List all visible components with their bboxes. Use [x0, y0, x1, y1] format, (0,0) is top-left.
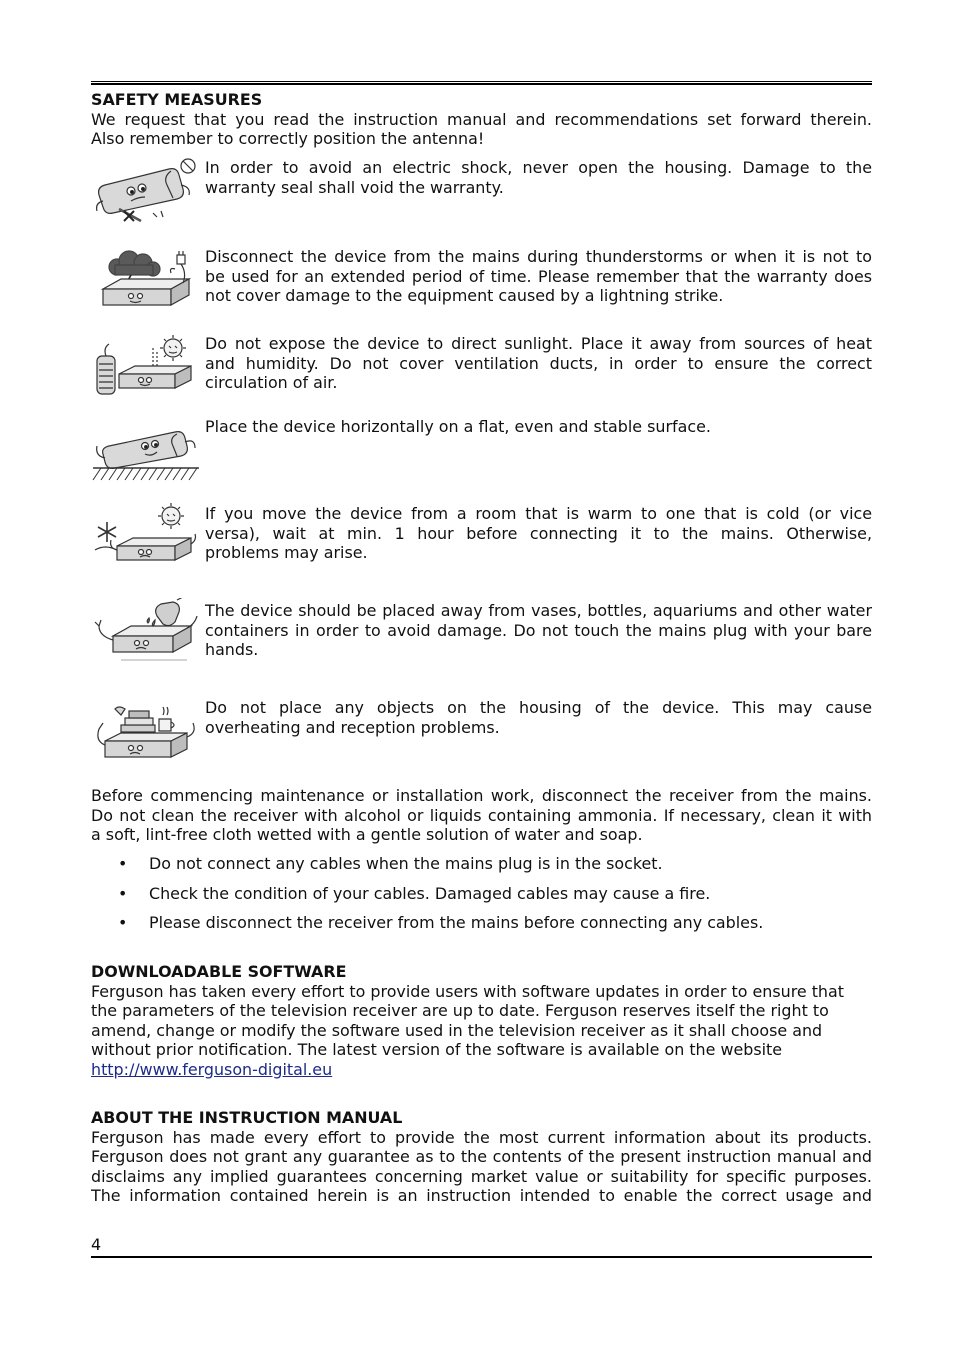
bullet-icon: •	[118, 884, 128, 903]
item-text-line: Disconnect the device from the mains during thunderstorms or when it is not to	[205, 247, 872, 266]
paragraph-line: the parameters of the television receiver are up to date. Ferguson reserves itself the right to	[91, 1001, 829, 1020]
safety-item-text	[205, 158, 872, 197]
item-text-line: If you move the device from a room that is warm to one that is cold (or vice	[205, 504, 872, 523]
item-text-line: problems may arise.	[205, 543, 368, 562]
paragraph-line: Ferguson has made every effort to provide the most current information about its products.	[91, 1127, 872, 1147]
paragraph-line: Ferguson has taken every effort to provide users with software updates in order to ensure that	[91, 981, 844, 1001]
bullet-text: Please disconnect the receiver from the mains before connecting any cables.	[149, 913, 764, 932]
bullet-item	[91, 913, 872, 933]
paragraph-line: Do not clean the receiver with alcohol or liquids containing ammonia. If necessary, clean it with	[91, 805, 872, 825]
item-text-line: Do not place any objects on the housing of the device. This may cause	[205, 698, 872, 717]
item-text-line: warranty seal shall void the warranty.	[205, 177, 504, 197]
item-text-line: and humidity. Do not cover ventilation ducts, in order to ensure the correct	[205, 353, 872, 373]
sunlight-heat-icon	[91, 334, 201, 402]
paragraph-line: without prior notification. The latest version of the software is available on the website	[91, 1040, 783, 1059]
item-text-line: be used for an extended period of time. Please remember that the warranty does	[205, 266, 872, 286]
safety-item-text	[205, 334, 872, 393]
bullet-item	[91, 884, 872, 904]
item-text-line: The device should be placed away from vases, bottles, aquariums and other water	[205, 601, 872, 620]
safety-item-text	[205, 698, 872, 737]
section-heading: DOWNLOADABLE SOFTWARE	[91, 962, 347, 981]
header-rule-thick	[91, 83, 872, 85]
objects-on-housing-icon	[91, 697, 201, 765]
water-containers-icon	[91, 598, 201, 666]
bullet-text: Check the condition of your cables. Damaged cables may cause a fire.	[149, 884, 711, 903]
safety-item-text	[205, 247, 872, 306]
intro-line: Also remember to correctly position the antenna!	[91, 129, 485, 148]
header-rule-thin	[91, 81, 872, 82]
paragraph-line: Before commencing maintenance or installation work, disconnect the receiver from the mains.	[91, 786, 872, 805]
thunderstorm-unplug-icon	[91, 247, 201, 315]
safety-item-text	[205, 417, 872, 437]
bullet-icon: •	[118, 913, 128, 932]
item-text-line: versa), wait at min. 1 hour before connecting it to the mains. Otherwise,	[205, 523, 872, 543]
paragraph-line: Ferguson does not grant any guarantee as to the contents of the present instruction manual and	[91, 1147, 872, 1166]
item-text-line: Place the device horizontally on a flat, even and stable surface.	[205, 417, 711, 436]
flat-surface-icon	[91, 416, 201, 484]
item-text-line: not cover damage to the equipment caused by a lightning strike.	[205, 286, 724, 305]
manual-section	[91, 1108, 872, 1206]
temperature-change-icon	[91, 500, 201, 568]
safety-item-text	[205, 601, 872, 660]
item-text-line: containers in order to avoid damage. Do not touch the mains plug with your bare	[205, 620, 872, 640]
intro-line: We request that you read the instruction manual and recommendations set forward therein.	[91, 109, 872, 129]
website-link[interactable]: http://www.ferguson-digital.eu	[91, 1059, 333, 1079]
section-heading: ABOUT THE INSTRUCTION MANUAL	[91, 1108, 403, 1127]
paragraph-line: a soft, lint-free cloth wetted with a gentle solution of water and soap.	[91, 825, 643, 844]
bullet-text: Do not connect any cables when the mains plug is in the socket.	[149, 854, 663, 873]
item-text-line: Do not expose the device to direct sunlight. Place it away from sources of heat	[205, 334, 872, 353]
software-section	[91, 962, 872, 1079]
safety-item-text	[205, 504, 872, 563]
section-heading: SAFETY MEASURES	[91, 90, 263, 109]
do-not-open-housing-icon	[91, 155, 201, 223]
safety-intro	[91, 90, 872, 149]
item-text-line: In order to avoid an electric shock, never open the housing. Damage to the	[205, 158, 872, 177]
bullet-icon: •	[118, 854, 128, 873]
page-number-text: 4	[91, 1235, 102, 1254]
page-number	[91, 1235, 101, 1255]
maintenance-paragraph	[91, 786, 872, 845]
paragraph-line: disclaims any implied guarantees concerning market value or suitability for specific purposes.	[91, 1166, 872, 1186]
bullet-item	[91, 854, 872, 874]
paragraph-line: The information contained herein is an instruction intended to enable the correct usage and	[91, 1186, 872, 1205]
item-text-line: circulation of air.	[205, 373, 338, 392]
item-text-line: hands.	[205, 640, 259, 659]
footer-rule	[91, 1256, 872, 1258]
paragraph-line: amend, change or modify the software used in the television receiver as it shall choose and	[91, 1020, 823, 1040]
link-line	[91, 1060, 872, 1080]
item-text-line: overheating and reception problems.	[205, 717, 500, 737]
